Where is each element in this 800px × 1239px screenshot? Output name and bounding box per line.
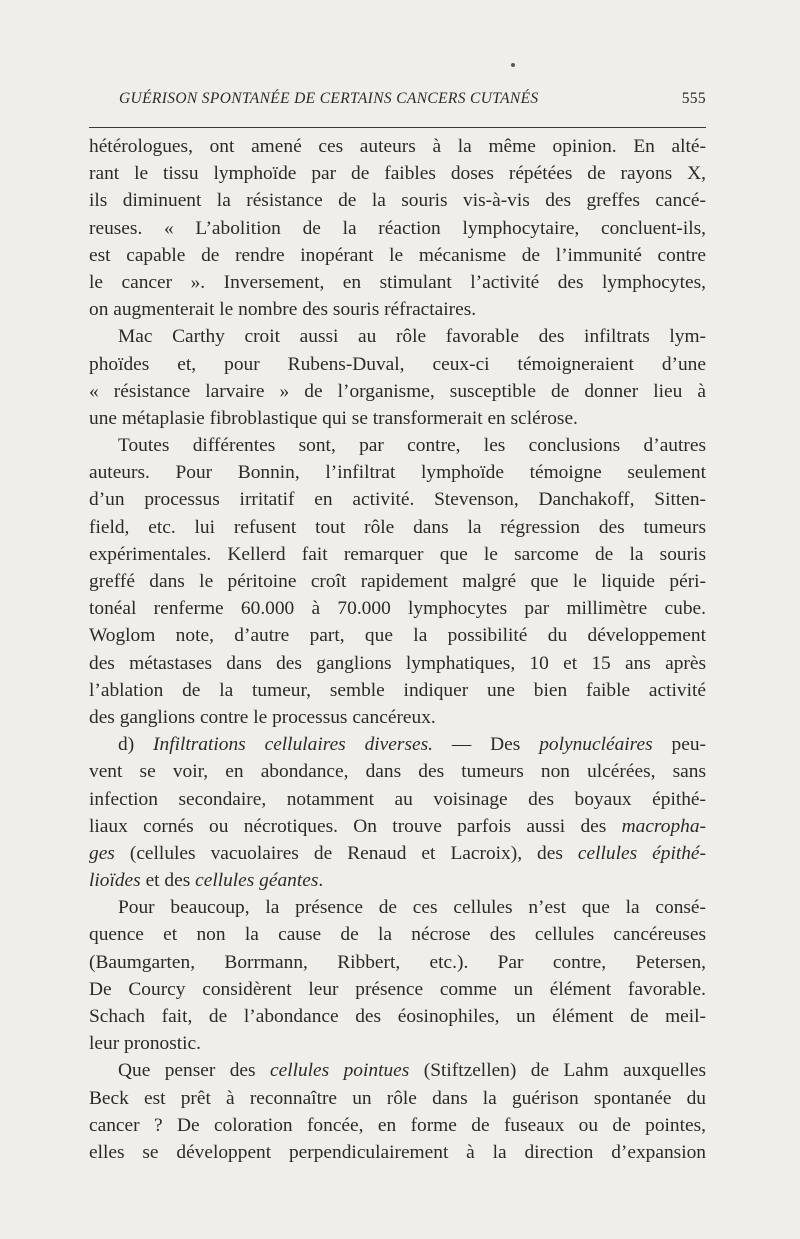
- italic-term: cellules pointues: [269, 1060, 410, 1082]
- text-line: [89, 813, 706, 840]
- running-head: [89, 90, 706, 116]
- text-line: hétérologues, ont amené ces auteurs à la même opinion. En alté-: [89, 136, 706, 157]
- text-line: des métastases dans des ganglions lymphatiques, 10 et 15 ans après: [89, 652, 706, 674]
- italic-term: macropha-: [621, 815, 706, 837]
- text-segment: .: [318, 870, 324, 892]
- text-line: d’un processus irritatif en activité. Stevenson, Danchakoff, Sitten-: [89, 489, 706, 511]
- text-line: leur pronostic.: [89, 1033, 202, 1055]
- text-line: Toutes différentes sont, par contre, les conclusions d’autres: [118, 435, 706, 457]
- text-line: des ganglions contre le processus cancéreux.: [89, 706, 436, 728]
- text-line: Pour beaucoup, la présence de ces cellules n’est que la consé-: [118, 897, 706, 919]
- text-line: De Courcy considèrent leur présence comme un élément favorable.: [89, 978, 706, 1000]
- text-segment: (cellules vacuolaires de Renaud et Lacroix), des: [114, 842, 578, 864]
- text-segment: peu-: [652, 734, 706, 756]
- text-line: auteurs. Pour Bonnin, l’infiltrat lymphoïde témoigne seulement: [89, 462, 706, 484]
- text-line: expérimentales. Kellerd fait remarquer que le sarcome de la souris: [89, 543, 706, 565]
- text-line: quence et non la cause de la nécrose des cellules cancéreuses: [89, 924, 706, 946]
- text-line: Beck est prêt à reconnaître un rôle dans la guérison spontanée du: [89, 1087, 706, 1109]
- section-d-heading-line: [89, 731, 706, 758]
- text-line: vent se voir, en abondance, dans des tumeurs non ulcérées, sans: [89, 761, 706, 783]
- text-line: reuses. « L’abolition de la réaction lymphocytaire, concluent-ils,: [89, 217, 706, 239]
- italic-term: polynucléaires: [539, 734, 653, 756]
- section-label: d): [118, 734, 135, 756]
- text-line: elles se développent perpendiculairement à la direction d’expansion: [89, 1141, 706, 1163]
- text-line: greffé dans le péritoine croît rapidement malgré que le liquide péri-: [89, 571, 706, 592]
- text-line: cancer ? De coloration foncée, en forme de fuseaux ou de pointes,: [89, 1114, 706, 1136]
- text-segment: et des: [140, 870, 196, 892]
- text-line: phoïdes et, pour Rubens-Duval, ceux-ci témoigneraient d’une: [89, 353, 706, 375]
- body-text: [89, 133, 706, 1166]
- text-line: rant le tissu lymphoïde par de faibles doses répétées de rayons X,: [89, 163, 706, 185]
- italic-term: lioïdes: [89, 870, 141, 892]
- text-line: [89, 867, 706, 894]
- text-line: l’ablation de la tumeur, semble indiquer une bien faible activité: [89, 679, 706, 701]
- text-line: on augmenterait le nombre des souris réfractaires.: [89, 299, 477, 321]
- text-line: ils diminuent la résistance de la souris vis-à-vis des greffes cancé-: [89, 190, 706, 212]
- text-segment: (Stiftzellen) de Lahm auxquelles: [409, 1060, 707, 1082]
- text-line: « résistance larvaire » de l’organisme, susceptible de donner lieu à: [89, 380, 706, 402]
- text-line: infection secondaire, notamment au voisinage des boyaux épithé-: [89, 788, 706, 810]
- text-line: tonéal renferme 60.000 à 70.000 lymphocytes par millimètre cube.: [89, 598, 706, 620]
- text-segment: liaux cornés ou nécrotiques. On trouve parfois aussi des: [89, 815, 622, 837]
- text-line: (Baumgarten, Borrmann, Ribbert, etc.). Par contre, Petersen,: [89, 951, 706, 973]
- header-rule: [89, 127, 706, 128]
- text-line: field, etc. lui refusent tout rôle dans la régression des tumeurs: [89, 516, 706, 538]
- text-segment: Que penser des: [118, 1060, 270, 1082]
- section-title: Infiltrations cellulaires diverses.: [153, 734, 433, 756]
- italic-term: ges: [89, 842, 115, 864]
- text-line: est capable de rendre inopérant le mécanisme de l’immunité contre: [89, 244, 706, 266]
- text-segment: — Des: [433, 734, 540, 756]
- text-line: Schach fait, de l’abondance des éosinophiles, un élément de meil-: [89, 1006, 706, 1027]
- page-number: 555: [681, 90, 706, 107]
- text-line: [89, 1057, 706, 1084]
- text-line: le cancer ». Inversement, en stimulant l’activité des lymphocytes,: [89, 271, 706, 293]
- italic-term: cellules géantes: [195, 870, 319, 892]
- italic-term: cellules épithé-: [577, 842, 706, 864]
- text-line: Mac Carthy croit aussi au rôle favorable des infiltrats lym-: [118, 326, 706, 348]
- text-line: [89, 840, 706, 867]
- text-line: Woglom note, d’autre part, que la possibilité du développement: [89, 625, 706, 647]
- running-title: GUÉRISON SPONTANÉE DE CERTAINS CANCERS CUTANÉS: [119, 90, 539, 107]
- print-speck: [511, 63, 515, 67]
- text-line: une métaplasie fibroblastique qui se transformerait en sclérose.: [89, 407, 578, 429]
